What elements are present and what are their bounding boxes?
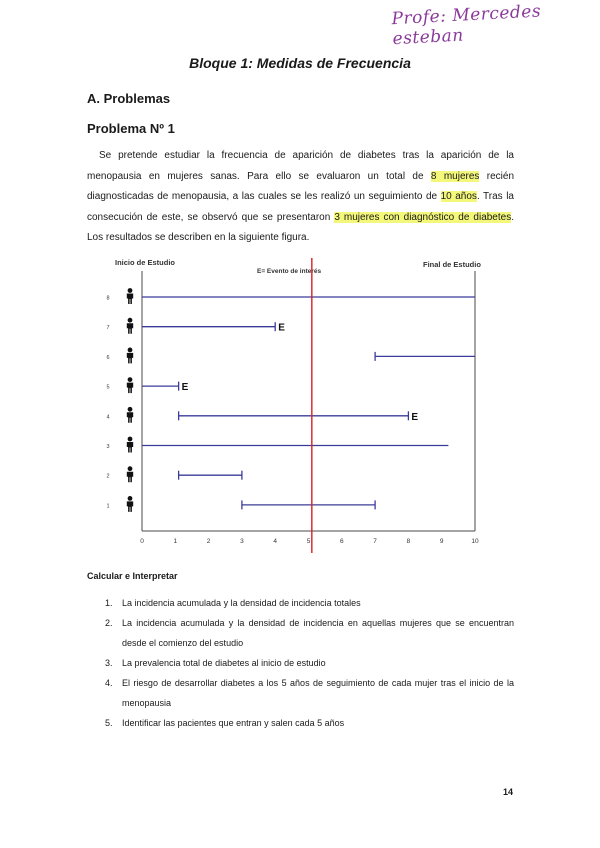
handwritten-signature: Profe: Mercedes esteban	[391, 1, 542, 50]
follow-up-chart	[80, 248, 500, 553]
patient-id-label: 1	[106, 503, 110, 510]
person-icon	[128, 466, 133, 471]
task-number: 2.	[105, 618, 113, 628]
person-body-icon	[127, 294, 133, 305]
x-tick-label: 7	[373, 538, 377, 545]
task-text: La incidencia acumulada y la densidad de incidencia totales	[122, 598, 361, 608]
task-item	[87, 673, 514, 713]
event-marker: E	[181, 382, 189, 394]
x-tick-label: 3	[240, 538, 244, 545]
x-tick-label: 8	[406, 538, 411, 545]
event-marker: E	[411, 411, 419, 423]
x-tick-label: 1	[173, 538, 178, 545]
patient-id-label: 3	[106, 444, 110, 450]
person-body-icon	[127, 353, 133, 364]
x-tick-label: 6	[339, 538, 344, 545]
task-item	[87, 653, 514, 673]
highlight-10-anos: 10 años	[440, 191, 477, 202]
paragraph-text: recién diagnosticadas de menopausia, a las cuales se les realizó un seguimiento de	[87, 170, 515, 202]
person-icon	[128, 496, 133, 501]
person-body-icon	[127, 323, 133, 334]
paragraph-text: . Los resultados se describen en la siguiente figura.	[87, 211, 514, 243]
highlight-3-mujeres: 3 mujeres con diagnóstico de diabetes	[334, 211, 512, 223]
person-icon	[128, 407, 133, 412]
task-item	[87, 593, 514, 613]
person-icon	[128, 377, 133, 382]
page-title: Bloque 1: Medidas de Frecuencia	[189, 55, 411, 71]
x-tick-label: 10	[471, 538, 479, 545]
person-body-icon	[127, 472, 133, 483]
person-icon	[128, 288, 133, 293]
chart-legend: E= Evento de interés	[257, 268, 322, 275]
task-list	[87, 593, 514, 733]
task-text: El riesgo de desarrollar diabetes a los 5 años de seguimiento de cada mujer tras el inicio de la menopausia	[122, 678, 514, 708]
x-tick-label: 4	[273, 538, 278, 545]
task-number: 3.	[105, 658, 113, 668]
patient-id-label: 8	[106, 295, 110, 302]
x-tick-label: 5	[306, 538, 311, 545]
x-tick-label: 0	[140, 538, 144, 545]
person-body-icon	[127, 442, 133, 453]
end-label: Final de Estudio	[423, 260, 481, 269]
event-marker: E	[278, 322, 285, 334]
task-number: 5.	[105, 718, 113, 728]
person-body-icon	[127, 383, 133, 394]
start-label: Inicio de Estudio	[115, 258, 176, 267]
task-item	[87, 613, 514, 653]
person-icon	[128, 348, 133, 353]
patient-id-label: 5	[106, 384, 110, 391]
calc-heading: Calcular e Interpretar	[87, 571, 178, 581]
task-number: 4.	[105, 678, 113, 688]
patient-id-label: 4	[106, 414, 110, 421]
person-icon	[128, 437, 133, 442]
person-icon	[128, 318, 133, 323]
x-tick-label: 9	[439, 538, 444, 545]
task-text: La incidencia acumulada y la densidad de incidencia en aquellas mujeres que se encuentran desde el comienzo del estudio	[122, 618, 514, 648]
task-text: Identificar las pacientes que entran y salen cada 5 años	[122, 718, 345, 728]
page-number: 14	[503, 787, 514, 797]
patient-id-label: 7	[106, 325, 110, 332]
problem-heading: Problema Nº 1	[87, 121, 175, 136]
section-heading: A. Problemas	[87, 91, 171, 106]
problem-description	[87, 146, 514, 249]
task-number: 1.	[105, 598, 113, 608]
patient-id-label: 6	[106, 354, 110, 361]
task-text: La prevalencia total de diabetes al inicio de estudio	[122, 658, 326, 668]
highlight-8-mujeres: 8 mujeres	[430, 170, 480, 182]
paragraph-text: Se pretende estudiar la frecuencia de aparición de diabetes tras la aparición de la menopausia en mujeres sanas. Para ello se evaluaron un total de	[87, 150, 514, 182]
task-item	[87, 713, 514, 733]
paragraph-text: . Tras la consecución de este, se observó que se presentaron	[87, 191, 514, 223]
person-body-icon	[127, 412, 133, 423]
person-body-icon	[127, 501, 133, 512]
patient-id-label: 2	[106, 473, 110, 480]
x-tick-label: 2	[206, 538, 211, 545]
